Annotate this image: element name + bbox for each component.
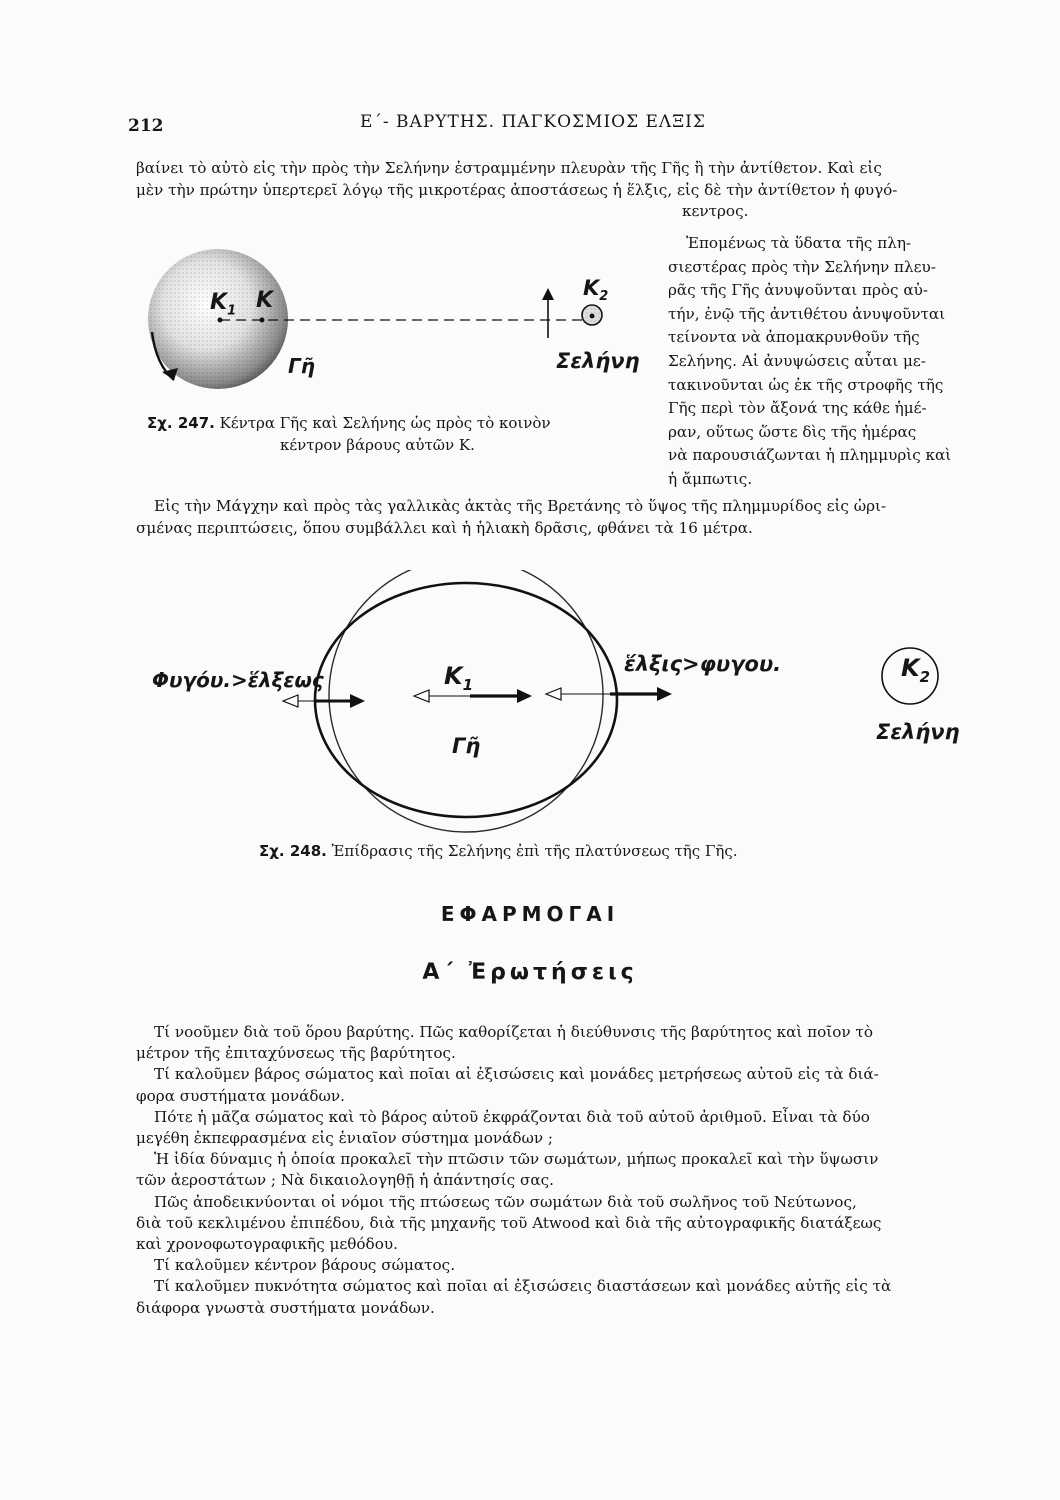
center-outward-arrow-icon bbox=[414, 690, 429, 702]
right-column-line: νὰ παρουσιάζωνται ἡ πλημμυρὶς καὶ bbox=[668, 446, 952, 465]
fig248-earth-label: Γῆ bbox=[452, 734, 481, 758]
question-line: μεγέθη ἐκπεφρασμένα εἰς ἑνιαῖον σύστημα μονάδων ; bbox=[136, 1129, 554, 1148]
fig247-k-label: K bbox=[256, 288, 274, 313]
question-item bbox=[136, 1276, 988, 1318]
fig247-caption-number: Σχ. 247. bbox=[147, 414, 215, 432]
question-line: Τί νοοῦμεν διὰ τοῦ ὅρου βαρύτης. Πῶς καθορίζεται ἡ διεύθυνσις τῆς βαρύτητος καὶ ποῖον τὸ bbox=[154, 1023, 873, 1041]
page-number: 212 bbox=[128, 116, 164, 136]
question-line: Τί καλοῦμεν πυκνότητα σώματος καὶ ποῖαι αἱ ἐξισώσεις διαστάσεων καὶ μονάδες αὐτῆς εἰς τὰ bbox=[154, 1277, 892, 1296]
left-inward-arrow-icon bbox=[350, 694, 365, 708]
fig247-earth-label: Γῆ bbox=[288, 354, 315, 378]
fig248-caption bbox=[259, 840, 738, 862]
question-item bbox=[136, 1255, 988, 1276]
k-point bbox=[260, 318, 265, 323]
left-outward-arrow-icon bbox=[283, 695, 298, 707]
fig247-moon-label: Σελήνη bbox=[556, 349, 640, 373]
fig247-k2-label: $K_2$ bbox=[583, 276, 609, 305]
tide-line-1: Εἰς τὴν Μάγχην καὶ πρὸς τὰς γαλλικὰς ἀκτὰς τῆς Βρετάνης τὸ ὕψος τῆς πλημμυρίδος εἰς ὡρι- bbox=[154, 497, 887, 515]
right-column-line: τείνοντα νὰ ἀπομακρυνθοῦν τῆς bbox=[668, 328, 920, 347]
question-item bbox=[136, 1107, 988, 1149]
question-line: Ἡ ἰδία δύναμις ἡ ὁποία προκαλεῖ τὴν πτῶσιν τῶν σωμάτων, μήπως προκαλεῖ καὶ τὴν ὕψωσιν bbox=[154, 1150, 879, 1169]
tide-paragraph bbox=[136, 496, 988, 539]
question-item bbox=[136, 1022, 988, 1064]
fig247-caption-line-2: κέντρον βάρους αὐτῶν Κ. bbox=[280, 436, 475, 454]
fig248-left-label: Φυγόυ.>ἕλξεως bbox=[152, 668, 324, 692]
intro-line-3: κεντρος. bbox=[682, 202, 749, 221]
right-column-line: Ἐπομένως τὰ ὕδατα τῆς πλη- bbox=[686, 234, 912, 252]
right-column-line: Σελήνης. Αἱ ἀνυψώσεις αὗται με- bbox=[668, 351, 926, 370]
right-column-line: τακινοῦνται ὡς ἐκ τῆς στροφῆς τῆς bbox=[668, 375, 944, 394]
question-item bbox=[136, 1192, 988, 1256]
section-subtitle: Α΄ Ἐρωτήσεις bbox=[422, 960, 638, 985]
question-line: Τί καλοῦμεν βάρος σώματος καὶ ποῖαι αἱ ἐξισώσεις καὶ μονάδες μετρήσεως αὐτοῦ εἰς τὰ διά- bbox=[154, 1065, 879, 1084]
question-line: Πῶς ἀποδεικνύονται οἱ νόμοι τῆς πτώσεως τῶν σωμάτων διὰ τοῦ σωλῆνος τοῦ Νεύτωνος, bbox=[154, 1192, 857, 1211]
fig248-caption-text: Ἐπίδρασις τῆς Σελήνης ἐπὶ τῆς πλατύνσεως τῆς Γῆς. bbox=[331, 842, 738, 860]
intro-line-1: βαίνει τὸ αὐτὸ εἰς τὴν πρὸς τὴν Σελήνην ἐστραμμένην πλευρὰν τῆς Γῆς ἢ τὴν ἀντίθετον. Καὶ εἰς bbox=[136, 159, 882, 177]
fig248-caption-number: Σχ. 248. bbox=[259, 842, 327, 860]
right-column-line: σιεστέρας πρὸς τὴν Σελήνην πλευ- bbox=[668, 257, 936, 276]
question-line: φορα συστήματα μονάδων. bbox=[136, 1086, 345, 1105]
figure-247 bbox=[130, 240, 650, 410]
center-inward-arrow-icon bbox=[517, 689, 532, 703]
right-column-text bbox=[668, 232, 990, 492]
question-line: καὶ χρονοφωτογραφικῆς μεθόδου. bbox=[136, 1235, 398, 1254]
fig248-k1-label: $K_1$ bbox=[444, 662, 474, 694]
right-column-line: ραν, οὕτως ὥστε δὶς τῆς ἡμέρας bbox=[668, 422, 917, 441]
fig247-caption-line-1: Κέντρα Γῆς καὶ Σελήνης ὡς πρὸς τὸ κοινὸν bbox=[219, 414, 551, 432]
fig248-right-label: ἕλξις>φυγου. bbox=[624, 652, 782, 676]
questions-list bbox=[136, 1022, 988, 1319]
k2-point bbox=[590, 314, 595, 319]
right-column-line: τήν, ἐνῷ τῆς ἀντιθέτου ἀνυψοῦνται bbox=[668, 304, 946, 323]
fig248-moon-label: Σελήνη bbox=[876, 720, 960, 744]
intro-line-2: μὲν τὴν πρώτην ὑπερτερεῖ λόγῳ τῆς μικροτέρας ἀποστάσεως ἡ ἕλξις, εἰς δὲ τὴν ἀντίθετον ἡ φυγό- bbox=[136, 180, 898, 199]
right-column-line: ἡ ἄμπωτις. bbox=[668, 469, 753, 488]
fig248-k2-label: $K_2$ bbox=[901, 654, 931, 686]
right-column-line: ρᾶς τῆς Γῆς ἀνυψοῦνται πρὸς αὐ- bbox=[668, 281, 929, 300]
question-line: διὰ τοῦ κεκλιμένου ἐπιπέδου, διὰ τῆς μηχανῆς τοῦ Atwood καὶ διὰ τῆς αὐτογραφικῆς διατάξεως bbox=[136, 1213, 882, 1232]
fig247-caption bbox=[147, 412, 551, 456]
running-title: Ε΄- ΒΑΡΥΤΗΣ. ΠΑΓΚΟΣΜΙΟΣ ΕΛΞΙΣ bbox=[360, 112, 706, 132]
intro-paragraph bbox=[136, 158, 988, 223]
right-outward-arrow-icon bbox=[657, 687, 672, 701]
section-title: ΕΦΑΡΜΟΓΑΙ bbox=[440, 902, 620, 926]
question-line: Τί καλοῦμεν κέντρον βάρους σώματος. bbox=[154, 1256, 456, 1275]
tide-line-2: σμένας περιπτώσεις, ὅπου συμβάλλει καὶ ἡ ἡλιακὴ δρᾶσις, φθάνει τὰ 16 μέτρα. bbox=[136, 518, 753, 537]
question-item bbox=[136, 1064, 988, 1106]
figure-248 bbox=[140, 570, 980, 840]
right-inward-arrow-icon bbox=[546, 688, 561, 700]
question-line: τῶν ἀεροστάτων ; Νὰ δικαιολογηθῇ ἡ ἀπάντησίς σας. bbox=[136, 1171, 554, 1190]
question-item bbox=[136, 1149, 988, 1191]
question-line: Πότε ἡ μᾶζα σώματος καὶ τὸ βάρος αὐτοῦ ἐκφράζονται διὰ τοῦ αὐτοῦ ἀριθμοῦ. Εἶναι τὰ δύο bbox=[154, 1107, 870, 1126]
question-line: διάφορα γνωστὰ συστήματα μονάδων. bbox=[136, 1298, 435, 1317]
fig247-k1-label: $K_1$ bbox=[210, 290, 237, 319]
question-line: μέτρον τῆς ἐπιταχύνσεως τῆς βαρύτητος. bbox=[136, 1044, 456, 1063]
right-column-line: Γῆς περὶ τὸν ἄξονά της κάθε ἡμέ- bbox=[668, 399, 927, 418]
